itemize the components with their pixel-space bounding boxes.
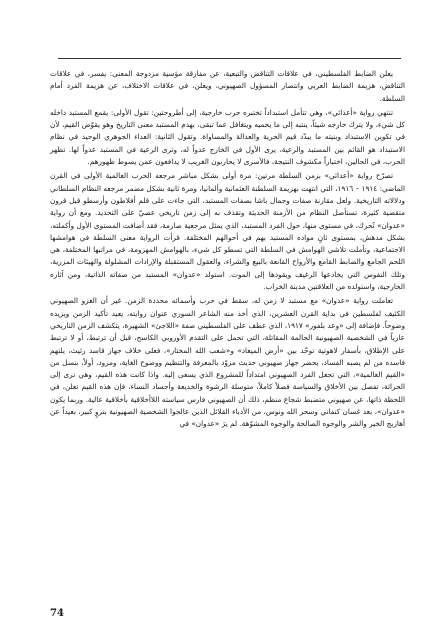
page-body — [50, 68, 405, 433]
paragraph-3: تصرّح رواية «أعدائي» بزمن السلطة مرتين: مرة أولى بشكل مباشر مرجعه الحرب العالمية الأولى في القرن الماضي: ١٩١٤ – ١٩١٦، التي انتهت بهزيمة السلطنة العثمانية وألمانيا، ومرة ثانية بشكل مضمر مرجعه النظام السلطاني ودلالاته التاريخية. ولعل مقارنة صفات وجمال باشا بصفات المستبد، التي جاءت على قلم أفلاطون وأرسطو قبل قرون متقضية كثيرة، تستأصل النظام من الأزمنة الحديثة وتقذف به إلى زمن تاريخي عصيّ على التحديد. ومع أن رواية «عدوان» تُحرك، في مستوى منها، حول الفرد المستبد، الذي يمثل مرجعية صارمة، فقد أضافت المستوى الأول وأكملته، بشكل مدهش، بمستوى ثانٍ مواده المستبد بهم في أحوالهم المختلفة. قرأت الرواية معنى السلطة في هوامشها الاجتماعية، وتأملت تلاشي الهوامش في السلطة التي تسطو كل شيء، بالهوامش المهزومة، في مراتبها المختلفة، هي اللحم الجامع والضابط القامع والأرواح القانعة بالبيع والشراء، والعقول المستقبلة والإرادات المشلولة والهيئات المزرية، وتلك النفوس التي يخادعها الرغيف ويقودها إلى الموت. استولد «عدوان» المستبد من صفاته الذاتية، ومن آثاره الخارجية، واستولده من العلاقتين مدينة الخراب. — [50, 171, 405, 292]
page-number: 74 — [50, 608, 64, 619]
paragraph-2: تنتهي رواية «أعدائي»، وهي تتأمل استبداداً تختبره حرب خارجية، إلى أطروحتين: تقول الأولى: يقمع المستبد داخله كل شيء، ولا يترك خارجه شيئاً، ينتبه إلى ما يحميه ويتغافل عما تبقى، بهدم المستبد معنى التاريخ وهو يقوّض القيم، لأن في تكوين الاستبداد وبنيته ما يبدّد قيم الحرية والعدالة والمساواة. وتقول الثانية: العداء الجوهري الوحيد في نظام الاستبداد هو القائم بين المستبد والرعية، يرى الأول في الخارج عدواً له، وترى الرعية في المستبد عدواً لها. تظهر الحرب، في الحالين، اختباراً مكشوف النتيجة، فالأسرى لا يحاربون الغريب لا يدافعون عمن يسوط ظهورهم. — [50, 107, 405, 167]
paragraph-1: يعلن الضابط الفلسطيني، في علاقات التناقض والتبعية، عن مفارقة مؤسية مزدوجة المعنى: يفسر، في علاقات التناقض، هزيمة الضابط العربي وانتصار المسؤول الصهيوني، ويعلن، في علاقات الاختلاف، عن هزيمة الفرد أمام السلطة. — [50, 69, 405, 103]
header-rule — [58, 58, 401, 59]
paragraph-4: تعاملت رواية «عدوان» مع مستبد لا زمن له، سقط في حرب وأسمائه محددة الزمن. غير أن الغزو الصهيوني الكثيف لفلسطين في بداية القرن العشرين، الذي أخذ منه الشاعر السوري عنوان روايته، يعيد تأكيد الزمن ويزيده وضوحاً. فإضافة إلى «وعد بلفور» ١٩١٧، الذي عطف على الفلسطيني صفة «اللاجئ» الشهيرة، يتكشف الزمن التاريخي عارياً في الشخصية الصهيونية الحالمة المقاتلة، التي تحمل على التقدم الأوروبي الكاسح، قبل أن ترتبط، أو لا ترتبط على الإطلاق، بأسفار لاهوتية توحّد بين «أرض الميعاد» و«شعب الله المختار»، فعلى خلاف جهاز قاسد رئيث، يلتهم فاسده من لم يصبه الفساد، يحضر جهاز صهيوني حديث مزوّد بالمعرفة والتنظيم ووضوح الغاية، ومزود، أولاً، بنسل من «القيم العالمية»، التي تجعل الفرد الصهيوني امتداداً للمشروع الذي يسعى إليه. واذا كانت هذه القيم، وهي ترى إلى الحراثة، تفصل بين الأخلاق والسياسة فصلاً كاملاً، متوسلة الرشوة والخديعة وأجساد النساء، فإن هذه القيم تعلن، في اللحظة ذاتها، عن صهيوني متضبط شجاع منظم، ذلك أن الصهيوني فارس سياسته اللاأخلاقية بأخلاقية عالية. وربما يكون «عدوان»، بعد غسان كنفاني وسحر الله ونوس، من الأدباء القلائل الذين عالجوا الشخصية الصهيونية بتروٍ كبير، بعيداً عن أهازيج الخير والشر والوجوه الصالحة والوجوه المشوّهة. لم يرَ «عدوان» في — [50, 296, 406, 429]
